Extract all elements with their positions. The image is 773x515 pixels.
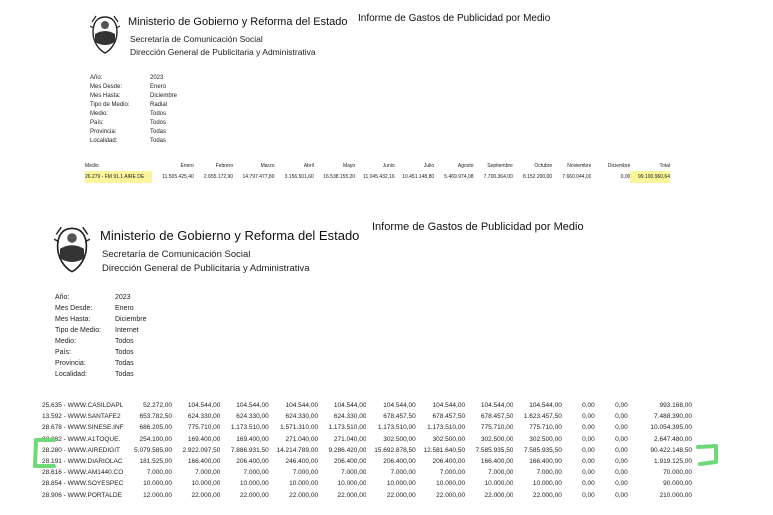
table-cell: 7.000,00 — [439, 469, 466, 477]
table-cell: 302.500,00 — [432, 435, 466, 443]
table-cell: 7.700.364,00 — [483, 174, 513, 180]
table-cell: 28.191 - WWW.DIARIOLAC — [42, 458, 123, 466]
table-cell: 0,00 — [582, 458, 595, 466]
table-cell: 210.000,00 — [659, 491, 692, 499]
table-cell: 3.156.501,60 — [284, 174, 314, 180]
param-row — [55, 325, 147, 336]
table-row — [42, 445, 692, 456]
table-cell: 254.100,00 — [139, 435, 173, 443]
column-header: Agosto — [457, 162, 474, 169]
table-cell: 775.710,00 — [529, 424, 562, 432]
table-cell: 7.585.935,50 — [523, 446, 562, 454]
table-cell: 28.616 - WWW.AM1440.CO — [42, 469, 124, 477]
table-cell: 678.457,50 — [432, 413, 466, 421]
param-value: Todas — [115, 360, 134, 367]
table-cell: 0,00 — [582, 480, 595, 488]
table-cell: 206.400,00 — [383, 458, 416, 466]
table-cell: 9.286.420,00 — [328, 446, 367, 454]
param-label: Año: — [90, 75, 103, 81]
table-cell: 0,00 — [615, 435, 628, 443]
table-cell: 90.422.148,50 — [650, 446, 692, 454]
param-row — [55, 292, 147, 303]
table-cell: 206.400,00 — [432, 458, 466, 466]
column-header: Marzo — [260, 162, 275, 169]
column-header: Septiembre — [487, 162, 513, 169]
table-cell: 28.282 - WWW.A1TOQUE. — [42, 435, 121, 443]
param-label: Localidad: — [55, 371, 87, 378]
table-cell: 166.400,00 — [187, 458, 221, 466]
table-cell: 10.000,00 — [532, 480, 562, 488]
table-cell: 10.000,00 — [484, 480, 514, 488]
table-cell: 16.538.155,20 — [323, 174, 356, 180]
table-cell: 7.585.935,50 — [475, 446, 514, 454]
table-cell: 104.544,00 — [236, 402, 269, 410]
table-cell: 22.000,00 — [337, 491, 367, 499]
table-cell: 0,00 — [582, 469, 595, 477]
param-row — [90, 92, 177, 101]
table-cell: 0,00 — [582, 435, 595, 443]
param-value: 2023 — [115, 294, 131, 301]
param-row — [90, 101, 177, 110]
table-cell: 10.000,00 — [191, 480, 221, 488]
table-cell: 2.647.480,00 — [654, 435, 692, 443]
table-cell: 624.330,00 — [236, 413, 269, 421]
param-row — [90, 119, 177, 128]
table-cell: 1.173.510,00 — [230, 424, 269, 432]
column-header: Julio — [423, 162, 435, 169]
param-row — [90, 128, 177, 137]
highlight-bracket-left-icon — [28, 436, 58, 470]
param-label: Tipo de Medio: — [90, 102, 130, 108]
table-cell: 15.692.878,50 — [374, 446, 416, 454]
param-label: Mes Hasta: — [90, 93, 121, 99]
table-cell: 26.279 - FM 91.1 AIRE DE — [85, 171, 152, 183]
param-label: Provincia: — [55, 360, 86, 367]
table-cell: 70.000,00 — [663, 469, 692, 477]
table-cell: 0,00 — [615, 469, 628, 477]
table-cell: 52.272,00 — [143, 402, 173, 410]
param-value: Todas — [150, 138, 167, 144]
table-cell: 775.710,00 — [187, 424, 221, 432]
param-row — [90, 83, 177, 92]
ministry-name: Ministerio de Gobierno y Reforma del Estado — [100, 228, 360, 243]
report-title: Informe de Gastos de Publicidad por Medio — [372, 221, 584, 233]
table-cell: 104.544,00 — [383, 402, 416, 410]
secretaria-name: Secretaría de Comunicación Social — [130, 34, 263, 44]
param-value: Enero — [150, 84, 167, 90]
param-label: Mes Desde: — [90, 84, 123, 90]
table-cell: 10.000,00 — [337, 480, 367, 488]
table-cell: 2.922.097,50 — [182, 446, 221, 454]
table-cell: 90.000,00 — [663, 480, 692, 488]
expense-table — [85, 160, 670, 183]
param-value: Todas — [115, 371, 134, 378]
table-cell: 678.457,50 — [480, 413, 514, 421]
param-value: Enero — [115, 305, 134, 312]
param-value: Todos — [150, 120, 167, 126]
param-row — [90, 110, 177, 119]
table-cell: 22.000,00 — [532, 491, 562, 499]
param-value: 2023 — [150, 75, 164, 81]
param-value: Todos — [150, 111, 167, 117]
param-row — [55, 336, 147, 347]
column-header: Medio — [85, 162, 99, 169]
param-label: Mes Hasta: — [55, 316, 91, 323]
param-value: Todos — [115, 349, 134, 356]
param-value: Radial — [150, 102, 168, 108]
table-cell: 1.571.310,00 — [280, 424, 319, 432]
table-cell: 28.678 - WWW.SINESE.INF — [42, 424, 124, 432]
table-cell: 169.400,00 — [187, 435, 221, 443]
column-header: Diciembre — [607, 162, 631, 169]
table-cell: 1.173.510,00 — [427, 424, 466, 432]
table-row — [42, 434, 692, 445]
table-header-row — [85, 160, 670, 171]
table-cell: 1.173.510,00 — [377, 424, 416, 432]
table-cell: 2.655.172,90 — [203, 174, 234, 180]
table-cell: 993.168,00 — [659, 402, 692, 410]
santa-fe-seal-icon — [54, 224, 90, 276]
table-cell: 14.797.477,80 — [242, 174, 275, 180]
table-row — [85, 171, 670, 183]
param-label: Medio: — [55, 338, 77, 345]
table-cell: 22.000,00 — [191, 491, 221, 499]
table-cell: 13.592 - WWW.SANTAFE2 — [42, 413, 121, 421]
table-row — [42, 400, 692, 411]
column-header: Octubre — [534, 162, 553, 169]
table-row — [42, 456, 692, 467]
table-cell: 104.544,00 — [432, 402, 466, 410]
table-cell: 1.173.510,00 — [328, 424, 367, 432]
column-header: Mayo — [342, 162, 356, 169]
report-params — [90, 74, 177, 146]
table-cell: 0,00 — [615, 446, 628, 454]
table-cell: 0,00 — [620, 174, 631, 180]
table-cell: 624.330,00 — [187, 413, 221, 421]
table-cell: 0,00 — [582, 413, 595, 421]
ministry-name: Ministerio de Gobierno y Reforma del Estado — [128, 16, 348, 28]
param-row — [55, 369, 147, 380]
table-cell: 7.000,00 — [243, 469, 269, 477]
table-cell: 25.635 - WWW.CASILDAPL — [42, 402, 124, 410]
table-cell: 99.100.960,64 — [630, 171, 670, 183]
param-value: Diciembre — [115, 316, 147, 323]
table-cell: 678.457,50 — [383, 413, 416, 421]
table-cell: 302.500,00 — [383, 435, 416, 443]
table-cell: 22.000,00 — [386, 491, 416, 499]
table-cell: 302.500,00 — [529, 435, 562, 443]
param-value: Internet — [115, 327, 139, 334]
table-cell: 271.040,00 — [285, 435, 319, 443]
table-cell: 0,00 — [615, 491, 628, 499]
table-cell: 7.000,00 — [488, 469, 514, 477]
report-radial — [0, 0, 773, 200]
param-row — [90, 137, 177, 146]
table-cell: 22.000,00 — [239, 491, 269, 499]
table-cell: 181.525,00 — [139, 458, 173, 466]
table-cell: 22.000,00 — [289, 491, 319, 499]
santa-fe-seal-icon — [90, 14, 120, 56]
table-cell: 166.400,00 — [529, 458, 562, 466]
table-cell: 0,00 — [582, 424, 595, 432]
param-label: Tipo de Medio: — [55, 327, 102, 334]
expense-table — [42, 400, 692, 501]
table-cell: 166.400,00 — [480, 458, 514, 466]
table-cell: 28.854 - WWW.SOYESPEC — [42, 480, 124, 488]
table-cell: 7.488.390,00 — [654, 413, 692, 421]
column-header: Febrero — [215, 162, 234, 169]
table-cell: 169.400,00 — [236, 435, 269, 443]
table-row — [42, 490, 692, 501]
table-cell: 0,00 — [582, 491, 595, 499]
param-label: País: — [90, 120, 104, 126]
table-cell: 0,00 — [615, 480, 628, 488]
table-cell: 10.000,00 — [386, 480, 416, 488]
table-cell: 0,00 — [582, 446, 595, 454]
table-cell: 5.469.974,08 — [444, 174, 474, 180]
table-cell: 624.330,00 — [285, 413, 319, 421]
table-cell: 104.544,00 — [480, 402, 514, 410]
param-row — [55, 314, 147, 325]
param-row — [55, 303, 147, 314]
report-title: Informe de Gastos de Publicidad por Medio — [358, 13, 551, 24]
param-value: Todas — [150, 129, 167, 135]
param-row — [55, 347, 147, 358]
table-cell: 7.000,00 — [195, 469, 221, 477]
table-cell: 0,00 — [582, 402, 595, 410]
table-cell: 7.000,00 — [341, 469, 367, 477]
table-cell: 104.544,00 — [333, 402, 367, 410]
table-cell: 7.660.044,00 — [562, 174, 592, 180]
table-cell: 104.544,00 — [285, 402, 319, 410]
table-cell: 653.782,50 — [139, 413, 173, 421]
table-cell: 14.214.789,00 — [276, 446, 319, 454]
param-label: Año: — [55, 294, 70, 301]
highlight-bracket-right-icon — [694, 442, 724, 468]
table-row — [42, 411, 692, 422]
table-cell: 10.000,00 — [239, 480, 269, 488]
table-cell: 8.152.200,00 — [522, 174, 553, 180]
table-cell: 0,00 — [615, 424, 628, 432]
table-cell: 104.544,00 — [529, 402, 562, 410]
param-label: Medio: — [90, 111, 109, 117]
column-header: Junio — [382, 162, 395, 169]
table-cell: 7.000,00 — [536, 469, 562, 477]
table-cell: 11.505.425,40 — [162, 174, 194, 180]
table-cell: 1.919.125,00 — [654, 458, 692, 466]
table-cell: 10.000,00 — [143, 480, 173, 488]
param-value: Diciembre — [150, 93, 178, 99]
table-cell: 28.280 - WWW.AIREDIGIT — [42, 446, 121, 454]
direccion-name: Dirección General de Publicitaria y Administrativa — [130, 47, 316, 57]
table-cell: 10.000,00 — [436, 480, 466, 488]
table-cell: 271.040,00 — [333, 435, 367, 443]
table-cell: 206.400,00 — [236, 458, 269, 466]
table-cell: 7.886.931,50 — [230, 446, 269, 454]
column-header: Noviembre — [567, 162, 592, 169]
table-cell: 12.581.640,50 — [423, 446, 466, 454]
table-row — [42, 478, 692, 489]
table-cell: 5.079.585,00 — [134, 446, 173, 454]
direccion-name: Dirección General de Publicitaria y Administrativa — [102, 263, 310, 274]
table-cell: 11.045.432,16 — [363, 174, 395, 180]
table-cell: 22.000,00 — [484, 491, 514, 499]
table-cell: 104.544,00 — [187, 402, 221, 410]
param-value: Todos — [115, 338, 134, 345]
table-cell: 22.000,00 — [436, 491, 466, 499]
table-cell: 7.000,00 — [292, 469, 319, 477]
table-cell: 10.000,00 — [289, 480, 319, 488]
report-params — [55, 292, 147, 380]
table-cell: 10.054.395,00 — [650, 424, 692, 432]
table-cell: 1.623.457,50 — [523, 413, 562, 421]
secretaria-name: Secretaría de Comunicación Social — [102, 249, 251, 260]
param-label: Provincia: — [90, 129, 117, 135]
table-cell: 206.400,00 — [333, 458, 367, 466]
table-cell: 0,00 — [615, 413, 628, 421]
table-cell: 7.000,00 — [146, 469, 173, 477]
column-header: Enero — [180, 162, 194, 169]
table-cell: 28.906 - WWW.PORTALDE — [42, 491, 122, 499]
table-cell: 10.451.148,80 — [402, 174, 435, 180]
table-cell: 246.400,00 — [285, 458, 319, 466]
param-label: País: — [55, 349, 71, 356]
table-cell: 7.000,00 — [390, 469, 416, 477]
param-label: Mes Desde: — [55, 305, 93, 312]
table-cell: 0,00 — [615, 458, 628, 466]
column-header: Abril — [303, 162, 314, 169]
param-label: Localidad: — [90, 138, 118, 144]
column-header: Total — [659, 162, 670, 169]
table-row — [42, 467, 692, 478]
param-row — [90, 74, 177, 83]
table-cell: 686.205,00 — [139, 424, 173, 432]
table-cell: 624.330,00 — [333, 413, 367, 421]
table-row — [42, 422, 692, 433]
table-cell: 302.500,00 — [480, 435, 514, 443]
table-cell: 12.000,00 — [143, 491, 173, 499]
param-row — [55, 358, 147, 369]
table-cell: 0,00 — [615, 402, 628, 410]
report-internet — [0, 210, 773, 515]
table-cell: 775.710,00 — [480, 424, 514, 432]
